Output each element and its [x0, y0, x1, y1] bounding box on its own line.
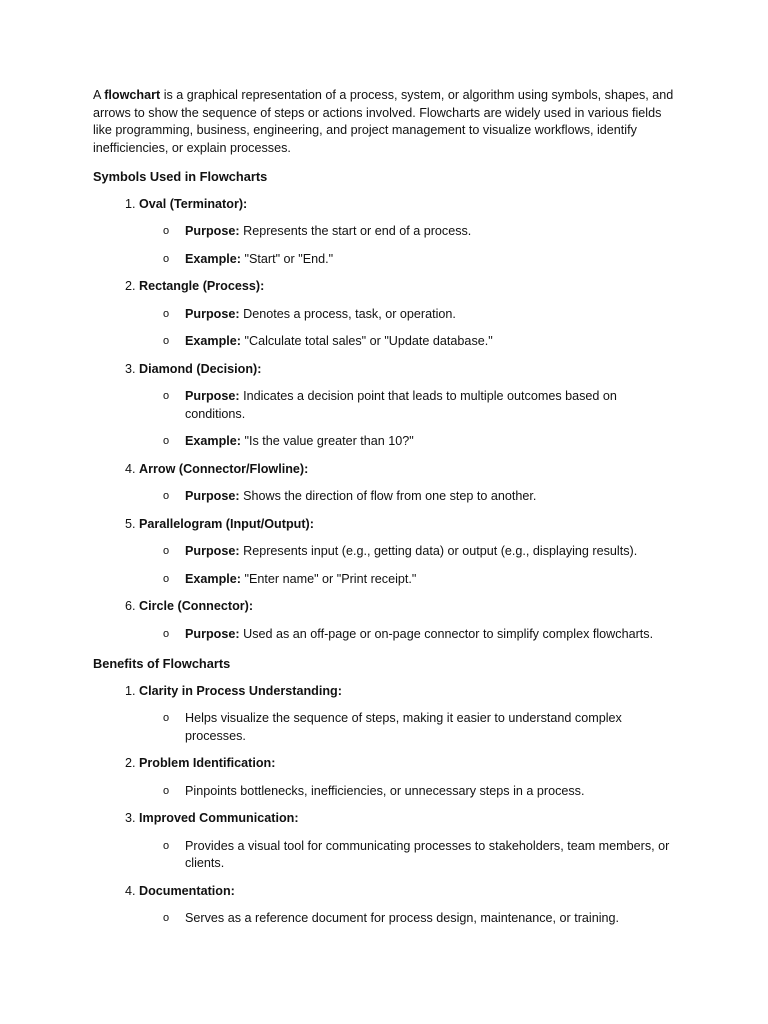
sub-list-item [93, 838, 678, 873]
sub-item-text [185, 543, 678, 561]
sub-item-label: Purpose: [185, 389, 240, 403]
sub-list-item [93, 251, 678, 269]
sub-item-body: "Calculate total sales" or "Update database." [241, 334, 493, 348]
benefits-list [93, 683, 678, 928]
sub-list-item [93, 783, 678, 801]
list-number: 1. [125, 683, 136, 698]
hollow-bullet-icon: o [163, 712, 170, 724]
list-number-cell [93, 598, 139, 616]
list-item-title: Parallelogram (Input/Output): [139, 516, 314, 531]
sub-item-body: Used as an off-page or on-page connector to simplify complex flowcharts. [239, 626, 654, 641]
list-number-cell [93, 516, 139, 534]
sub-list-item [93, 571, 678, 589]
sub-item-label: Example: [185, 571, 241, 586]
intro-term: flowchart [104, 88, 161, 102]
list-item-title: Arrow (Connector/Flowline): [139, 461, 309, 476]
list-number: 1. [125, 196, 136, 211]
list-item-header [93, 516, 678, 534]
sub-item-body: Represents the start or end of a process. [239, 224, 472, 238]
sub-item-label: Purpose: [185, 306, 240, 321]
list-number-cell [93, 361, 139, 379]
sub-item-label: Purpose: [185, 626, 240, 641]
sub-list [93, 488, 678, 506]
list-number-cell [93, 683, 139, 701]
list-item [93, 361, 678, 451]
sub-list-item [93, 910, 678, 928]
list-item-header [93, 598, 678, 616]
list-number-cell [93, 278, 139, 296]
sub-item-body: "Start" or "End." [241, 251, 334, 266]
list-item-title: Diamond (Decision): [139, 361, 262, 376]
sub-item-text [185, 710, 678, 745]
sub-item-body: Helps visualize the sequence of steps, making it easier to understand complex processes. [185, 711, 622, 743]
sub-item-body: Provides a visual tool for communicating processes to stakeholders, team members, or clients. [185, 838, 670, 870]
sub-item-body: Represents input (e.g., getting data) or output (e.g., displaying results). [239, 544, 638, 558]
sub-item-label: Purpose: [185, 544, 240, 558]
hollow-bullet-icon: o [163, 627, 170, 640]
symbols-list [93, 196, 678, 644]
sub-item-text [185, 433, 678, 451]
hollow-bullet-icon: o [163, 784, 170, 797]
section-heading-benefits: Benefits of Flowcharts [93, 656, 231, 671]
sub-item-body: Shows the direction of flow from one step to another. [239, 489, 537, 503]
list-item-header [93, 755, 678, 773]
sub-item-body: Denotes a process, task, or operation. [239, 306, 456, 321]
sub-list [93, 838, 678, 873]
list-item-header [93, 461, 678, 479]
hollow-bullet-icon: o [163, 912, 170, 924]
list-item-header [93, 810, 678, 828]
sub-item-text [185, 838, 678, 873]
sub-item-body: "Is the value greater than 10?" [241, 434, 414, 448]
list-item [93, 196, 678, 269]
list-item-title: Clarity in Process Understanding: [139, 683, 342, 698]
sub-item-text [185, 333, 678, 351]
sub-item-text [185, 571, 678, 589]
hollow-bullet-icon: o [163, 490, 170, 502]
sub-list [93, 910, 678, 928]
list-number-cell [93, 755, 139, 773]
list-number: 6. [125, 599, 136, 613]
hollow-bullet-icon: o [163, 839, 170, 852]
list-number-cell [93, 883, 139, 901]
sub-list-item [93, 626, 678, 644]
sub-list-item [93, 488, 678, 506]
list-item-title: Rectangle (Process): [139, 279, 265, 293]
list-number: 3. [125, 361, 136, 376]
sub-list [93, 223, 678, 268]
list-number: 2. [125, 279, 136, 293]
sub-item-label: Example: [185, 434, 241, 448]
sub-item-text [185, 223, 678, 241]
sub-item-label: Example: [185, 251, 241, 266]
list-item-header [93, 883, 678, 901]
list-item [93, 810, 678, 873]
sub-item-text [185, 306, 678, 324]
hollow-bullet-icon: o [163, 252, 170, 265]
hollow-bullet-icon: o [163, 335, 170, 347]
sub-item-body: Serves as a reference document for process design, maintenance, or training. [185, 911, 620, 925]
list-number: 5. [125, 516, 136, 531]
sub-list [93, 626, 678, 644]
sub-item-body: "Enter name" or "Print receipt." [241, 571, 417, 586]
list-number: 2. [125, 756, 136, 770]
sub-list [93, 783, 678, 801]
sub-item-body: Pinpoints bottlenecks, inefficiencies, or unnecessary steps in a process. [185, 783, 585, 798]
sub-item-label: Purpose: [185, 489, 240, 503]
list-item-title: Improved Communication: [139, 811, 299, 825]
list-number-cell [93, 461, 139, 479]
sub-item-text [185, 783, 678, 801]
list-number: 4. [125, 461, 136, 476]
hollow-bullet-icon: o [163, 225, 170, 237]
list-item [93, 755, 678, 800]
list-item [93, 883, 678, 928]
sub-list-item [93, 223, 678, 241]
list-item [93, 683, 678, 746]
sub-item-label: Example: [185, 334, 241, 348]
list-item-header [93, 361, 678, 379]
list-item [93, 461, 678, 506]
hollow-bullet-icon: o [163, 390, 170, 402]
sub-list [93, 710, 678, 745]
sub-list-item [93, 306, 678, 324]
sub-list-item [93, 543, 678, 561]
list-item-title: Circle (Connector): [139, 599, 254, 613]
list-number: 4. [125, 883, 136, 898]
sub-item-text [185, 488, 678, 506]
hollow-bullet-icon: o [163, 545, 170, 557]
sub-list [93, 543, 678, 588]
sub-list-item [93, 710, 678, 745]
intro-body: is a graphical representation of a process, system, or algorithm using symbols, shapes, and arrows to show the sequence of steps or actions involved. Flowcharts are widely used in various fields like programming, business, engineering, and project management to visualize workflows, identify inefficiencies, or explain processes. [93, 88, 674, 155]
sub-list-item [93, 433, 678, 451]
list-item-header [93, 196, 678, 214]
section-heading-symbols: Symbols Used in Flowcharts [93, 169, 268, 184]
list-item-title: Problem Identification: [139, 756, 276, 770]
sub-item-text [185, 388, 678, 423]
list-number-cell [93, 810, 139, 828]
list-item [93, 516, 678, 589]
sub-list [93, 306, 678, 351]
hollow-bullet-icon: o [163, 435, 170, 447]
list-item [93, 598, 678, 643]
sub-list-item [93, 333, 678, 351]
sub-list-item [93, 388, 678, 423]
list-item-header [93, 278, 678, 296]
hollow-bullet-icon: o [163, 572, 170, 585]
list-item [93, 278, 678, 351]
list-item-title: Documentation: [139, 883, 235, 898]
intro-prefix: A [93, 88, 105, 102]
list-number: 3. [125, 811, 136, 825]
sub-item-body: Indicates a decision point that leads to multiple outcomes based on conditions. [185, 389, 617, 421]
sub-item-text [185, 910, 678, 928]
list-item-title: Oval (Terminator): [139, 196, 248, 211]
intro-paragraph [93, 87, 678, 157]
list-number-cell [93, 196, 139, 214]
sub-item-text [185, 626, 678, 644]
list-item-header [93, 683, 678, 701]
hollow-bullet-icon: o [163, 307, 170, 320]
sub-item-label: Purpose: [185, 224, 240, 238]
sub-list [93, 388, 678, 451]
sub-item-text [185, 251, 678, 269]
